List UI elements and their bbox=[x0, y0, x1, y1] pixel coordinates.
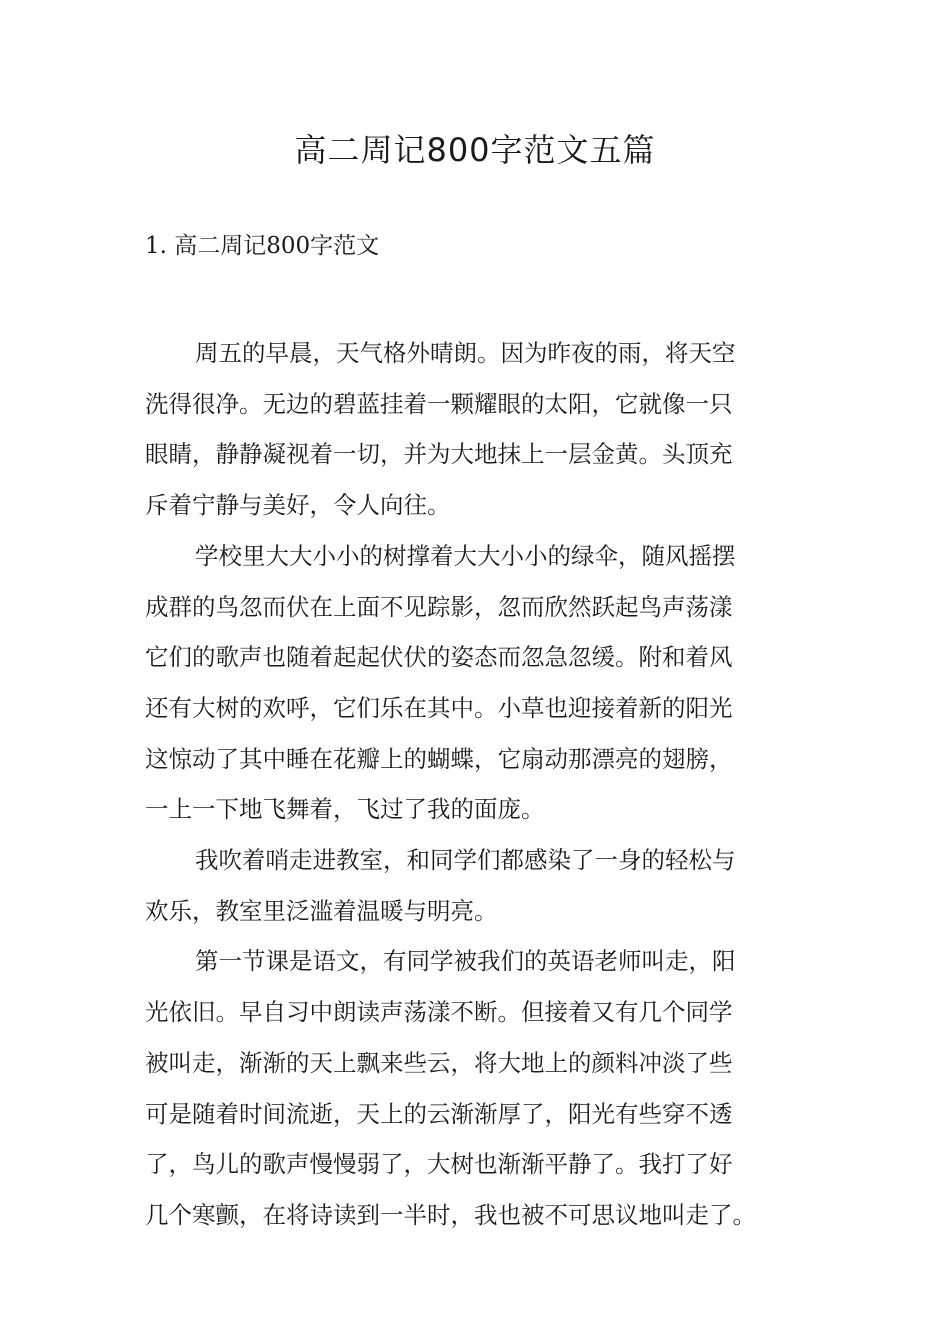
paragraph-line: 我吹着哨走进教室，和同学们都感染了一身的轻松与 bbox=[195, 846, 736, 875]
paragraph-line: 第一节课是语文，有同学被我们的英语老师叫走，阳 bbox=[195, 947, 736, 976]
section-heading: 1. 高二周记800字范文 bbox=[145, 233, 380, 259]
paragraph-line: 学校里大大小小的树撑着大大小小的绿伞，随风摇摆 bbox=[195, 541, 736, 570]
paragraph-line: 它们的歌声也随着起起伏伏的姿态而忽急忽缓。附和着风 bbox=[145, 643, 733, 672]
paragraph-line: 一上一下地飞舞着，飞过了我的面庞。 bbox=[145, 795, 545, 824]
paragraph-line: 了，鸟儿的歌声慢慢弱了，大树也渐渐平静了。我打了好 bbox=[145, 1150, 733, 1179]
paragraph-line: 被叫走，渐渐的天上飘来些云，将大地上的颜料冲淡了些 bbox=[145, 1048, 733, 1077]
paragraph-line: 眼睛，静静凝视着一切，并为大地抹上一层金黄。头顶充 bbox=[145, 440, 733, 469]
paragraph-4 bbox=[145, 936, 810, 1240]
paragraph-line: 斥着宁静与美好，令人向往。 bbox=[145, 491, 451, 520]
document-body bbox=[145, 328, 810, 1241]
paragraph-line: 几个寒颤，在将诗读到一半时，我也被不可思议地叫走了。 bbox=[145, 1200, 756, 1229]
paragraph-line: 光依旧。早自习中朗读声荡漾不断。但接着又有几个同学 bbox=[145, 998, 733, 1027]
document-title: 高二周记800字范文五篇 bbox=[294, 131, 656, 169]
paragraph-2 bbox=[145, 531, 810, 835]
paragraph-3 bbox=[145, 835, 810, 936]
paragraph-1 bbox=[145, 328, 810, 531]
paragraph-line: 欢乐，教室里泛滥着温暖与明亮。 bbox=[145, 896, 498, 925]
paragraph-line: 洗得很净。无边的碧蓝挂着一颗耀眼的太阳，它就像一只 bbox=[145, 389, 733, 418]
paragraph-line: 成群的鸟忽而伏在上面不见踪影，忽而欣然跃起鸟声荡漾 bbox=[145, 592, 733, 621]
paragraph-line: 可是随着时间流逝，天上的云渐渐厚了，阳光有些穿不透 bbox=[145, 1099, 733, 1128]
paragraph-line: 周五的早晨，天气格外晴朗。因为昨夜的雨，将天空 bbox=[195, 339, 736, 367]
paragraph-line: 这惊动了其中睡在花瓣上的蝴蝶，它扇动那漂亮的翅膀， bbox=[145, 744, 733, 773]
paragraph-line: 还有大树的欢呼，它们乐在其中。小草也迎接着新的阳光 bbox=[145, 693, 733, 722]
